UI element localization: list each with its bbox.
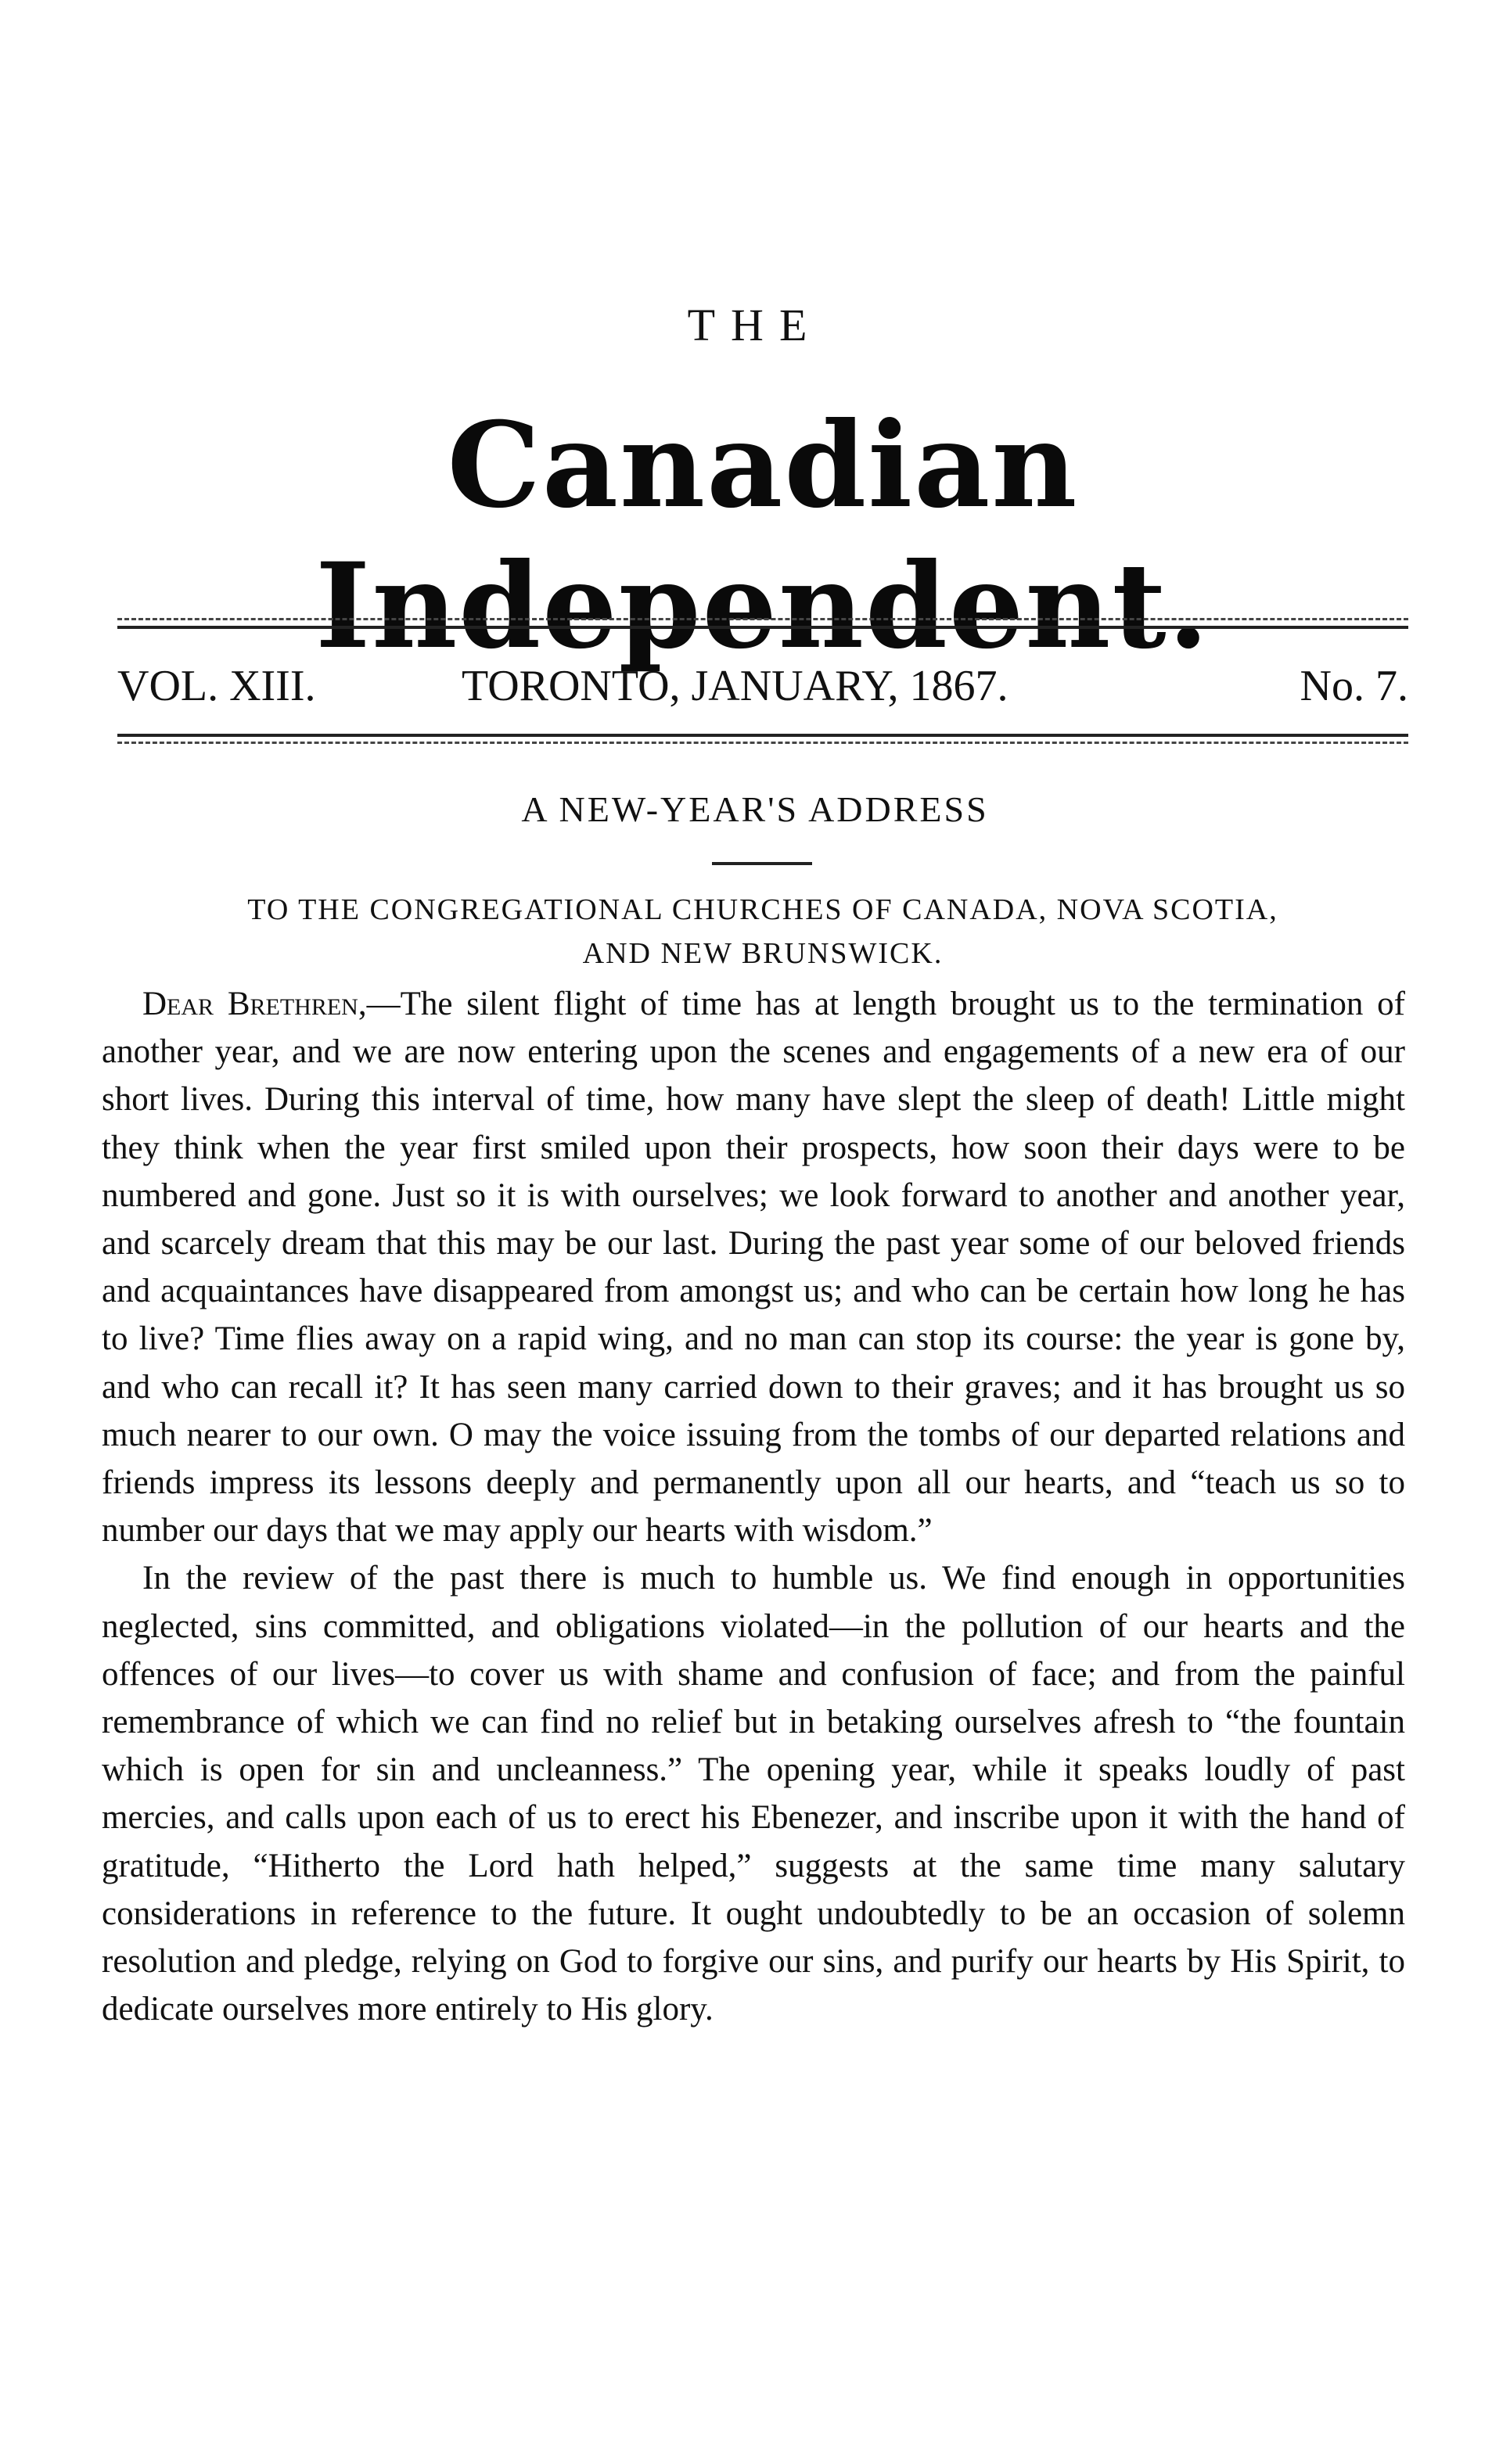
dateline: TORONTO, JANUARY, 1867. — [462, 662, 1008, 710]
masthead-the: THE — [687, 300, 823, 350]
paragraph-1 — [102, 980, 1405, 1554]
top-rule-dashed — [117, 618, 1408, 620]
article-body — [102, 980, 1405, 2033]
salutation: Dear Brethren, — [142, 986, 367, 1022]
paragraph-2: In the review of the past there is much to humble us. We find enough in opportunities neglected, sins committed, and obligations violated—in the pollution of our hearts and the offences of our lives—to cover us with shame and confusion of face; and from the painful remembrance of which we can find no relief but in betaking ourselves afresh to “the fountain which is open for sin and uncleanness.” The opening year, while it speaks loudly of past mercies, and calls upon each of us to erect his Ebenezer, and inscribe upon it with the hand of gratitude, “Hitherto the Lord hath helped,” suggests at the same time many salutary considerations in reference to the future. It ought undoubtedly to be an occasion of solemn resolution and pledge, relying on God to forgive our sins, and purify our hearts by His Spirit, to dedicate ourselves more entirely to His glory. — [102, 1560, 1405, 2028]
bottom-rule-dashed — [117, 742, 1408, 744]
article-title: A NEW-YEAR'S ADDRESS — [521, 789, 989, 829]
subtitle-line-1: TO THE CONGREGATIONAL CHURCHES OF CANADA, NOVA SCOTIA, — [247, 893, 1278, 926]
masthead-title: Canadian Independent. — [315, 397, 1210, 675]
subtitle-line-2: AND NEW BRUNSWICK. — [582, 937, 944, 970]
issue-number: No. 7. — [1300, 662, 1408, 710]
paragraph-1-text: —The silent flight of time has at length brought us to the termination of another year, and we are now entering upon the scenes and engagements of a new era of our short lives. During this interval of time, how many have slept the sleep of death! Little might they think when the year first smiled upon their prospects, how soon their days were to be numbered and gone. Just so it is with ourselves; we look forward to another and another year, and scarcely dream that this may be our last. During the past year some of our beloved friends and acquaintances have disappeared from amongst us; and who can be certain how long he has to live? Time flies away on a rapid wing, and no man can stop its course: the year is gone by, and who can recall it? It has seen many carried down to their graves; and it has brought us so much nearer to our own. O may the voice issuing from the tombs of our departed relations and friends impress its lessons deeply and permanently upon all our hearts, and “teach us so to number our days that we may apply our hearts with wisdom.” — [102, 986, 1405, 1550]
issue-line — [117, 661, 1408, 724]
bottom-rule — [117, 734, 1408, 737]
title-divider — [712, 862, 812, 865]
volume-label: VOL. XIII. — [117, 662, 316, 710]
top-rule — [117, 626, 1408, 629]
article-subtitle — [117, 888, 1408, 975]
